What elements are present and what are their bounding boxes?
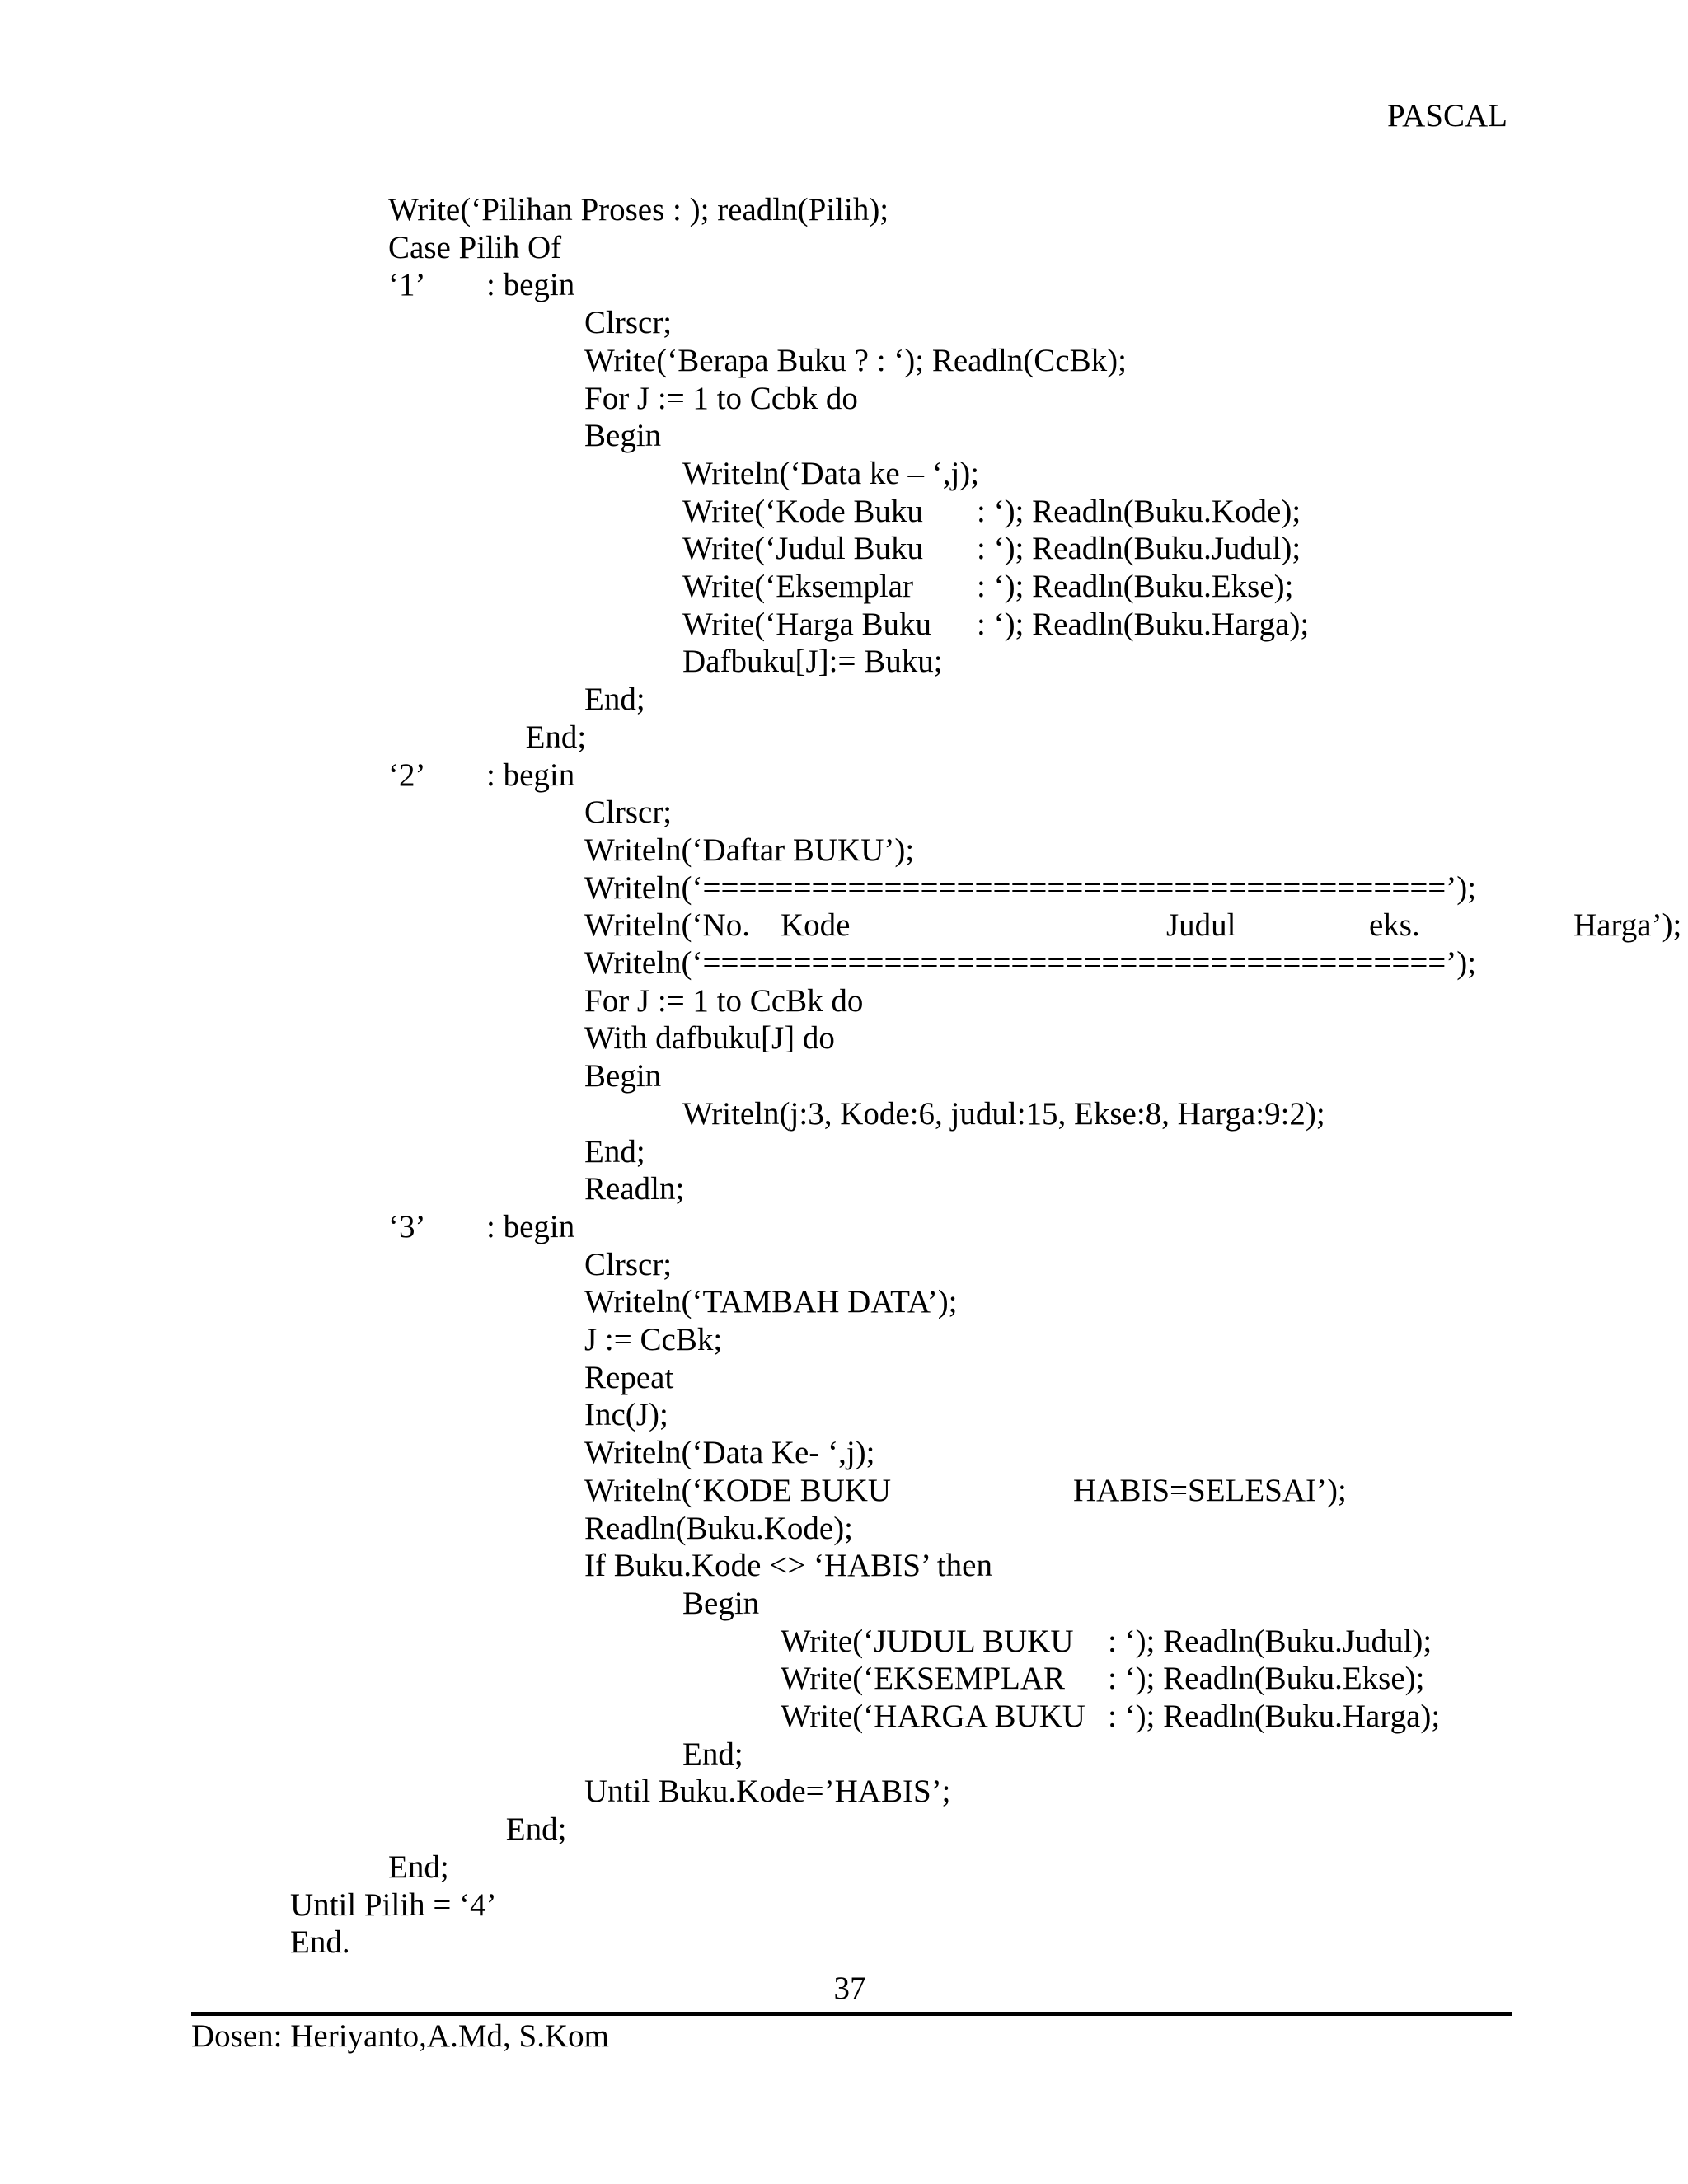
code-segment: : ‘); Readln(Buku.Judul); [1108,1623,1432,1659]
code-segment: End; [525,719,587,755]
code-segment: : ‘); Readln(Buku.Ekse); [977,569,1294,604]
code-segment: Write(‘Eksemplar [682,569,913,604]
code-segment: End; [388,1849,449,1885]
code-segment: Begin [682,1585,760,1621]
code-segment: Writeln(‘Data ke – ‘,j); [682,455,980,491]
code-segment: : begin [486,267,575,303]
code-segment: Until Buku.Kode=’HABIS’; [584,1774,951,1810]
footer-author: Dosen: Heriyanto,A.Md, S.Kom [191,2018,609,2054]
code-segment: End; [584,682,645,718]
code-segment: Write(‘Harga Buku [682,606,932,642]
code-segment: Kode [781,907,851,944]
code-segment: eks. [1369,907,1420,944]
code-segment: For J := 1 to CcBk do [584,982,864,1019]
code-segment: Writeln(j:3, Kode:6, judul:15, Ekse:8, Harga:9:2); [682,1095,1325,1132]
code-segment: Dafbuku[J]:= Buku; [682,644,943,680]
code-segment: Readln(Buku.Kode); [584,1510,854,1546]
code-segment: Inc(J); [584,1397,668,1433]
code-segment: Harga’); [1573,907,1682,944]
code-segment: Writeln(‘TAMBAH DATA’); [584,1284,958,1320]
code-segment: Clrscr; [584,1246,673,1282]
code-segment: If Buku.Kode <> ‘HABIS’ then [584,1548,992,1584]
code-segment: Write(‘Pilihan Proses : ); readln(Pilih); [388,192,889,227]
code-segment: : ‘); Readln(Buku.Harga); [977,606,1310,642]
code-segment: : ‘); Readln(Buku.Ekse); [1108,1661,1425,1697]
code-segment: End; [682,1736,743,1772]
code-segment: ‘3’ [388,1208,426,1244]
code-segment: Write(‘Judul Buku [682,531,923,567]
code-segment: : begin [486,1208,575,1244]
code-segment: Write(‘HARGA BUKU [781,1699,1085,1734]
code-segment: : ‘); Readln(Buku.Judul); [977,531,1301,567]
code-segment: Writeln(‘Daftar BUKU’); [584,832,915,868]
code-segment: Writeln(‘=========================================’); [584,945,1477,981]
code-segment: : ‘); Readln(Buku.Kode); [977,493,1301,529]
code-segment: Until Pilih = ‘4’ [290,1886,497,1923]
code-segment: Write(‘JUDUL BUKU [781,1623,1074,1659]
code-segment: Write(‘EKSEMPLAR [781,1661,1066,1697]
code-segment: Writeln(‘=========================================’); [584,869,1477,906]
code-segment: Write(‘Kode Buku [682,493,923,529]
code-segment: Repeat [584,1359,674,1395]
page-number: 37 [833,1971,866,2006]
code-segment: Case Pilih Of [388,229,562,265]
code-segment: End; [584,1133,645,1169]
code-segment: With dafbuku[J] do [584,1020,835,1057]
code-segment: J := CcBk; [584,1322,723,1357]
code-segment: End. [290,1924,350,1961]
code-segment: Begin [584,1058,662,1094]
code-segment: : ‘); Readln(Buku.Harga); [1108,1699,1441,1734]
code-segment: Write(‘Berapa Buku ? : ‘); Readln(CcBk); [584,342,1127,378]
code-segment: Writeln(‘Data Ke- ‘,j); [584,1435,875,1471]
code-segment: Readln; [584,1171,685,1207]
code-segment: Judul [1166,907,1236,944]
code-segment: HABIS=SELESAI’); [1073,1472,1347,1508]
page-header-title: PASCAL [1387,98,1507,134]
code-segment: Writeln(‘KODE BUKU [584,1472,892,1508]
footer-rule [191,2012,1512,2016]
code-segment: Writeln(‘No. [584,907,750,944]
code-segment: Clrscr; [584,794,673,831]
code-segment: End; [505,1811,567,1848]
code-segment: Begin [584,418,662,454]
code-segment: ‘1’ [388,267,426,303]
code-segment: ‘2’ [388,757,426,793]
code-segment: Clrscr; [584,305,673,341]
code-segment: For J := 1 to Ccbk do [584,380,858,416]
code-segment: : begin [486,757,575,793]
